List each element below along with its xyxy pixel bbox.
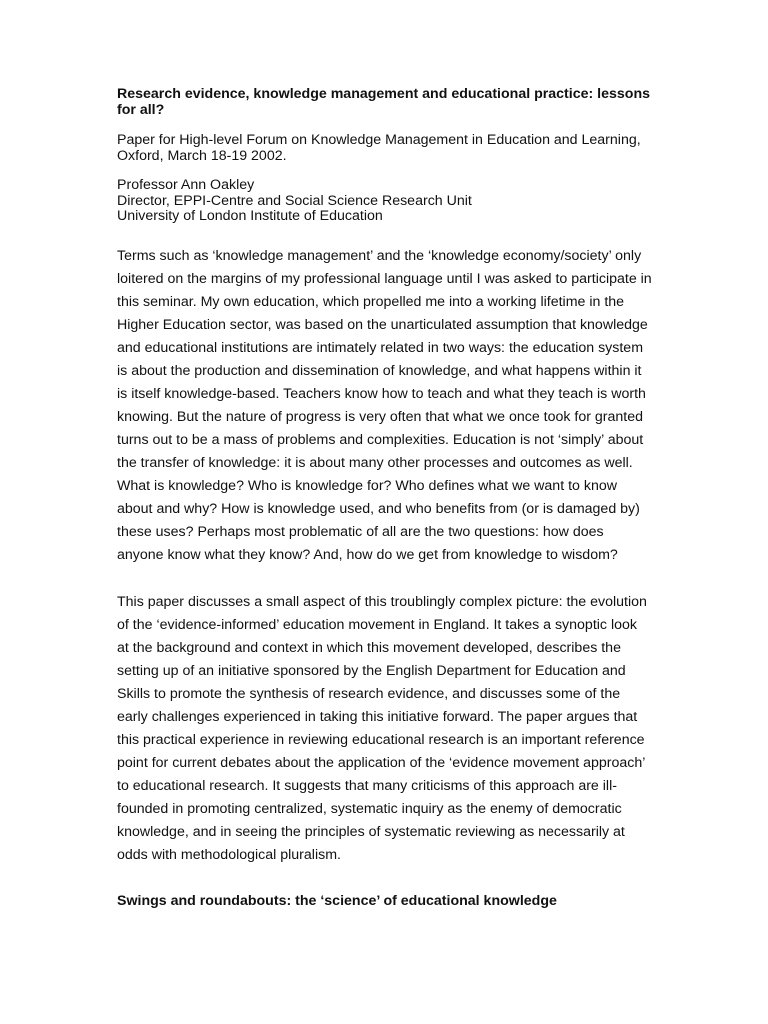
paragraph-line: setting up of an initiative sponsored by the English Department for Education and — [117, 663, 626, 679]
paragraph-line: founded in promoting centralized, systematic inquiry as the enemy of democratic — [117, 801, 622, 817]
paragraph-line: is itself knowledge-based. Teachers know how to teach and what they teach is worth — [117, 386, 646, 402]
paragraph-1 — [117, 245, 657, 567]
paragraph-line: What is knowledge? Who is knowledge for? Who defines what we want to know — [117, 478, 617, 494]
paragraph-line: this practical experience in reviewing educational research is an important reference — [117, 732, 645, 748]
paragraph-line: about and why? How is knowledge used, and who benefits from (or is damaged by) — [117, 501, 640, 517]
paragraph-line: the transfer of knowledge: it is about many other processes and outcomes as well. — [117, 455, 633, 471]
author-block — [117, 178, 657, 225]
paragraph-line: these uses? Perhaps most problematic of all are the two questions: how does — [117, 524, 604, 540]
paragraph-line: loitered on the margins of my professional language until I was asked to participate in — [117, 271, 652, 287]
paragraph-line: odds with methodological pluralism. — [117, 847, 341, 863]
paragraph-line: Skills to promote the synthesis of research evidence, and discusses some of the — [117, 686, 621, 702]
author-institution: University of London Institute of Education — [117, 208, 383, 224]
section-heading: Swings and roundabouts: the ‘science’ of educational knowledge — [117, 893, 557, 909]
paragraph-line: at the background and context in which this movement developed, describes the — [117, 640, 621, 656]
paragraph-line: turns out to be a mass of problems and complexities. Education is not ‘simply’ about — [117, 432, 644, 448]
paragraph-line: point for current debates about the application of the ‘evidence movement approach’ — [117, 755, 646, 771]
paragraph-line: knowledge, and in seeing the principles of systematic reviewing as necessarily at — [117, 824, 625, 840]
paragraph-line: this seminar. My own education, which propelled me into a working lifetime in the — [117, 294, 625, 310]
paragraph-line: This paper discusses a small aspect of this troublingly complex picture: the evolution — [117, 594, 647, 610]
author-name: Professor Ann Oakley — [117, 177, 255, 193]
paragraph-line: of the ‘evidence-informed’ education movement in England. It takes a synoptic look — [117, 617, 637, 633]
paragraph-line: Higher Education sector, was based on the unarticulated assumption that knowledge — [117, 317, 648, 333]
author-role: Director, EPPI-Centre and Social Science Research Unit — [117, 192, 472, 209]
paragraph-line: is about the production and dissemination of knowledge, and what happens within it — [117, 363, 642, 379]
forum-description: Paper for High-level Forum on Knowledge Management in Education and Learning, Oxford, March 18-19 2002. — [117, 132, 641, 164]
paragraph-line: early challenges experienced in taking this initiative forward. The paper argues that — [117, 709, 638, 725]
document-title: Research evidence, knowledge management and educational practice: lessons for all? — [117, 86, 651, 118]
paragraph-line: knowing. But the nature of progress is very often that what we once took for granted — [117, 409, 644, 425]
paragraph-2 — [117, 591, 657, 867]
paragraph-line: and educational institutions are intimately related in two ways: the education system — [117, 340, 644, 356]
paragraph-line: to educational research. It suggests that many criticisms of this approach are ill- — [117, 778, 617, 794]
paragraph-line: Terms such as ‘knowledge management’ and the ‘knowledge economy/society’ only — [117, 248, 642, 264]
paragraph-line: anyone know what they know? And, how do we get from knowledge to wisdom? — [117, 547, 618, 563]
